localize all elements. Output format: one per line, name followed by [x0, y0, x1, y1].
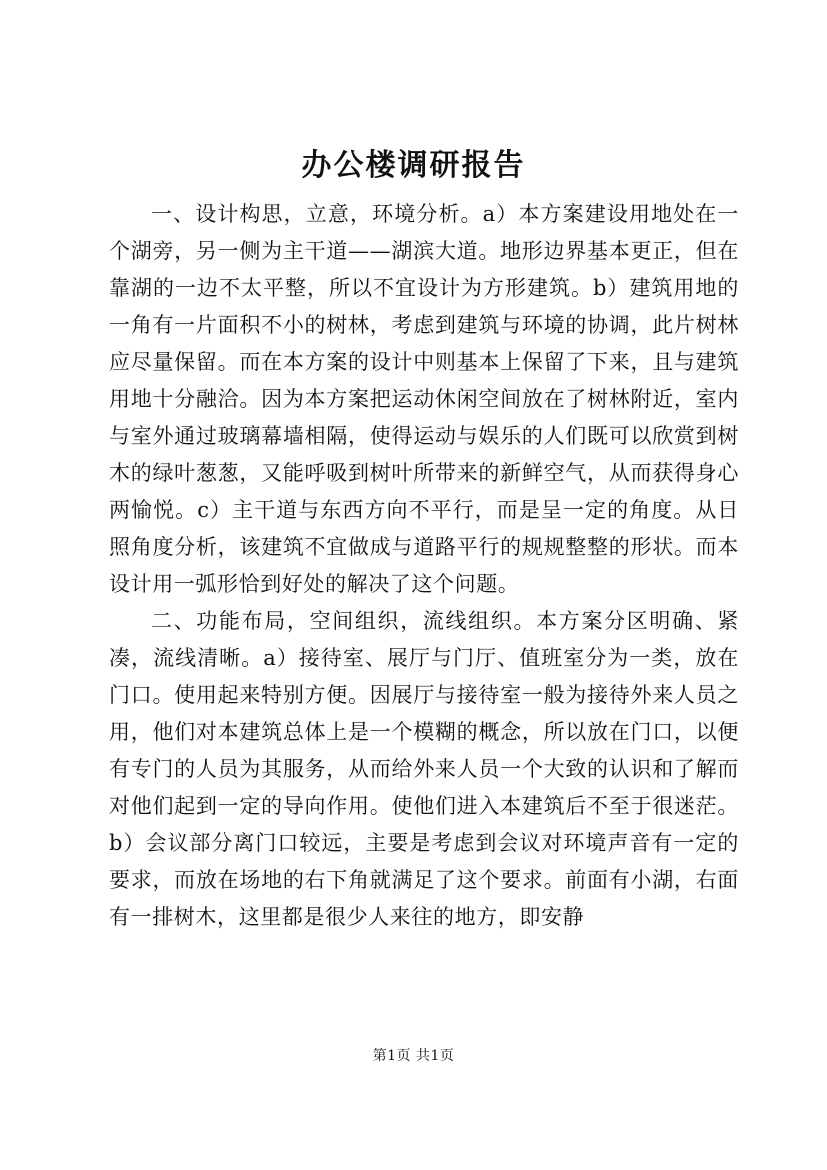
document-title: 办公楼调研报告 [301, 148, 526, 183]
document-body [109, 196, 739, 936]
paragraph-functional-layout: 二、功能布局，空间组织，流线组织。本方案分区明确、紧凑，流线清晰。a）接待室、展厅与门厅、值班室分为一类，放在门口。使用起来特别方便。因展厅与接待室一般为接待外来人员之用，他们对本建筑总体上是一个模糊的概念，所以放在门口，以便有专门的人员为其服务，从而给外来人员一个大致的认识和了解而对他们起到一定的导向作用。使他们进入本建筑后不至于很迷茫。b）会议部分离门口较远，主要是考虑到会议对环境声音有一定的要求，而放在场地的右下角就满足了这个要求。前面有小湖，右面有一排树木，这里都是很少人来往的地方，即安静 [109, 609, 739, 929]
paragraph-design-concept: 一、设计构思，立意，环境分析。a）本方案建设用地处在一个湖旁，另一侧为主干道——湖滨大道。地形边界基本更正，但在靠湖的一边不太平整，所以不宜设计为方形建筑。b）建筑用地的一角有一片面积不小的树林，考虑到建筑与环境的协调，此片树林应尽量保留。而在本方案的设计中则基本上保留了下来，且与建筑用地十分融洽。因为本方案把运动休闲空间放在了树林附近，室内与室外通过玻璃幕墙相隔，使得运动与娱乐的人们既可以欣赏到树木的绿叶葱葱，又能呼吸到树叶所带来的新鲜空气，从而获得身心两愉悦。c）主干道与东西方向不平行，而是呈一定的角度。从日照角度分析，该建筑不宜做成与道路平行的规规整整的形状。而本设计用一弧形恰到好处的解决了这个问题。 [109, 202, 739, 596]
page-footer: 第1页 共1页 [372, 1048, 455, 1064]
